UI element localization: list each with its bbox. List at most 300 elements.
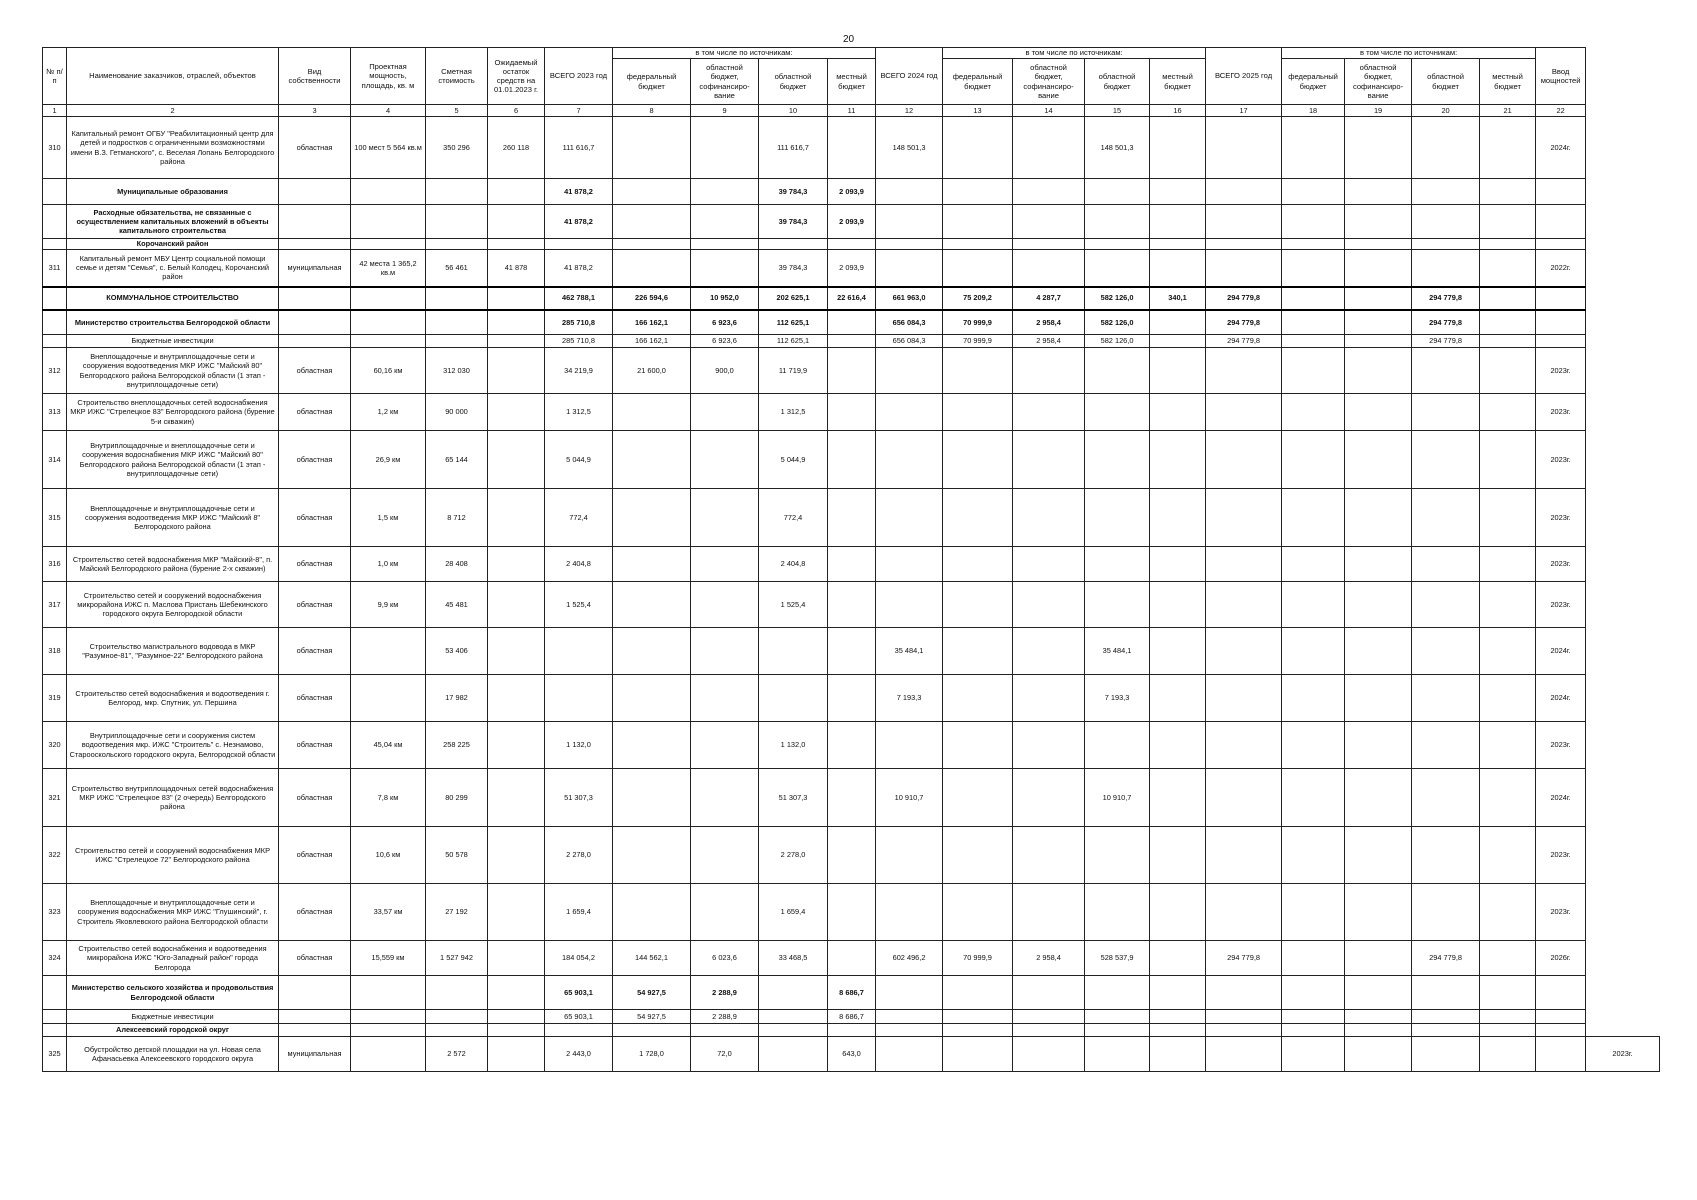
table-cell: 285 710,8: [545, 310, 613, 335]
table-cell: [1150, 250, 1206, 287]
table-cell: [1085, 827, 1150, 884]
table-cell: 323: [43, 884, 67, 941]
table-section-row: [43, 976, 1660, 1010]
table-cell: [613, 884, 691, 941]
table-cell: [1150, 628, 1206, 675]
table-cell: [943, 582, 1013, 628]
table-row: [43, 431, 1660, 489]
table-cell: 2 093,9: [828, 250, 876, 287]
table-cell: [1412, 1037, 1480, 1072]
table-cell: [943, 179, 1013, 205]
table-cell: 462 788,1: [545, 287, 613, 310]
table-cell: [1013, 1024, 1085, 1037]
table-row: [43, 582, 1660, 628]
column-number: 6: [488, 105, 545, 117]
col-header-22: Ввод мощностей: [1536, 48, 1586, 105]
table-cell: [351, 1024, 426, 1037]
table-cell: 111 616,7: [759, 117, 828, 179]
table-cell: [426, 239, 488, 250]
table-cell: [1480, 827, 1536, 884]
table-cell: [1480, 250, 1536, 287]
col-header-9: областной бюджет, софинансиро- вание: [691, 59, 759, 105]
column-number: 8: [613, 105, 691, 117]
table-cell: областная: [279, 884, 351, 941]
table-cell: [876, 1010, 943, 1024]
table-cell: 34 219,9: [545, 348, 613, 394]
table-cell: [691, 675, 759, 722]
table-cell: [691, 547, 759, 582]
table-cell: [1013, 489, 1085, 547]
table-cell: [1150, 394, 1206, 431]
col-header-19: областной бюджет, софинансиро- вание: [1345, 59, 1412, 105]
row-name-cell: Расходные обязательства, не связанные с осуществлением капитальных вложений в объекты капитального строительства: [67, 205, 279, 239]
table-cell: [691, 722, 759, 769]
table-cell: [828, 628, 876, 675]
table-cell: [1345, 722, 1412, 769]
table-cell: [1412, 179, 1480, 205]
table-cell: 100 мест 5 564 кв.м: [351, 117, 426, 179]
row-name-cell: Внутриплощадочные сети и сооружения систем водоотведения мкр. ИЖС "Строитель" с. Незнамово, Старооскольского городского округа, Белгородской области: [67, 722, 279, 769]
col-header-12: ВСЕГО 2024 год: [876, 48, 943, 105]
table-cell: [759, 1010, 828, 1024]
sources-header-2025: в том числе по источникам:: [1282, 48, 1536, 59]
table-cell: [1013, 722, 1085, 769]
row-name-cell: Корочанский район: [67, 239, 279, 250]
col-header-4: Проектная мощность, площадь, кв. м: [351, 48, 426, 105]
table-cell: [1150, 722, 1206, 769]
table-cell: 1 525,4: [545, 582, 613, 628]
table-row: [43, 489, 1660, 547]
column-number-row: [43, 105, 1660, 117]
table-cell: [691, 117, 759, 179]
table-cell: 311: [43, 250, 67, 287]
table-cell: 80 299: [426, 769, 488, 827]
row-name-cell: Внеплощадочные и внутриплощадочные сети и сооружения водоотведения МКР ИЖС "Майский 80" Белгородского района Белгородской области (1 этап - внутриплощадочные сети): [67, 348, 279, 394]
table-cell: [1412, 1024, 1480, 1037]
column-number: 20: [1412, 105, 1480, 117]
table-cell: 1 659,4: [545, 884, 613, 941]
table-cell: 166 162,1: [613, 335, 691, 348]
table-cell: [943, 675, 1013, 722]
table-cell: 90 000: [426, 394, 488, 431]
table-cell: [691, 769, 759, 827]
table-cell: 21 600,0: [613, 348, 691, 394]
table-header: [43, 48, 1660, 117]
table-cell: [1536, 1010, 1586, 1024]
row-name-cell: Муниципальные образования: [67, 179, 279, 205]
table-cell: [351, 1010, 426, 1024]
table-cell: [1206, 1010, 1282, 1024]
table-cell: 5 044,9: [759, 431, 828, 489]
table-cell: 39 784,3: [759, 205, 828, 239]
row-name-cell: Внеплощадочные и внутриплощадочные сети и сооружения водоотведения МКР ИЖС "Майский 8" Белгородского района: [67, 489, 279, 547]
table-cell: [613, 431, 691, 489]
table-cell: [1480, 1024, 1536, 1037]
table-cell: 324: [43, 941, 67, 976]
table-cell: [1345, 941, 1412, 976]
table-cell: 317: [43, 582, 67, 628]
table-cell: [759, 1024, 828, 1037]
table-cell: [1013, 431, 1085, 489]
table-cell: [1282, 179, 1345, 205]
table-cell: [943, 1037, 1013, 1072]
table-cell: [691, 489, 759, 547]
table-cell: [691, 179, 759, 205]
col-header-11: местный бюджет: [828, 59, 876, 105]
table-cell: 226 594,6: [613, 287, 691, 310]
table-cell: 294 779,8: [1206, 335, 1282, 348]
table-cell: [828, 941, 876, 976]
table-cell: [1412, 431, 1480, 489]
table-section-row: [43, 1024, 1660, 1037]
table-cell: 41 878,2: [545, 205, 613, 239]
table-cell: 56 461: [426, 250, 488, 287]
table-section-row: [43, 335, 1660, 348]
table-cell: 4 287,7: [1013, 287, 1085, 310]
row-name-cell: КОММУНАЛЬНОЕ СТРОИТЕЛЬСТВО: [67, 287, 279, 310]
table-cell: [1282, 941, 1345, 976]
table-cell: 310: [43, 117, 67, 179]
table-cell: 2 958,4: [1013, 310, 1085, 335]
table-cell: [1085, 722, 1150, 769]
table-cell: [1013, 179, 1085, 205]
table-cell: [1282, 675, 1345, 722]
table-cell: [488, 675, 545, 722]
table-cell: 1,5 км: [351, 489, 426, 547]
table-cell: 1 527 942: [426, 941, 488, 976]
table-cell: [1282, 205, 1345, 239]
table-cell: [1282, 628, 1345, 675]
table-cell: [1013, 547, 1085, 582]
table-cell: областная: [279, 394, 351, 431]
table-cell: [1282, 348, 1345, 394]
column-number: 4: [351, 105, 426, 117]
table-cell: 50 578: [426, 827, 488, 884]
table-cell: 294 779,8: [1206, 287, 1282, 310]
row-name-cell: Бюджетные инвестиции: [67, 335, 279, 348]
table-cell: 54 927,5: [613, 976, 691, 1010]
table-cell: [691, 884, 759, 941]
table-cell: [279, 239, 351, 250]
table-cell: [1480, 239, 1536, 250]
table-cell: [1085, 1037, 1150, 1072]
col-header-2: Наименование заказчиков, отраслей, объектов: [67, 48, 279, 105]
table-cell: 1 525,4: [759, 582, 828, 628]
table-cell: [943, 239, 1013, 250]
table-row: [43, 827, 1660, 884]
table-cell: [1150, 547, 1206, 582]
table-cell: областная: [279, 941, 351, 976]
col-header-16: местный бюджет: [1150, 59, 1206, 105]
table-cell: [43, 239, 67, 250]
table-body: [43, 117, 1660, 1072]
table-cell: 2 958,4: [1013, 335, 1085, 348]
budget-table: [42, 47, 1660, 1072]
table-cell: [1480, 117, 1536, 179]
column-number: 22: [1536, 105, 1586, 117]
table-cell: 70 999,9: [943, 941, 1013, 976]
column-number: 3: [279, 105, 351, 117]
table-cell: [1412, 675, 1480, 722]
table-cell: [1412, 117, 1480, 179]
table-cell: [43, 1010, 67, 1024]
table-cell: [1412, 827, 1480, 884]
table-cell: 260 118: [488, 117, 545, 179]
table-cell: 112 625,1: [759, 310, 828, 335]
table-cell: [943, 628, 1013, 675]
table-cell: [613, 582, 691, 628]
table-cell: [943, 431, 1013, 489]
table-cell: 39 784,3: [759, 179, 828, 205]
table-cell: 2 288,9: [691, 1010, 759, 1024]
table-cell: 643,0: [828, 1037, 876, 1072]
table-cell: 65 903,1: [545, 976, 613, 1010]
table-cell: [943, 884, 1013, 941]
table-cell: [1412, 547, 1480, 582]
table-cell: [279, 1010, 351, 1024]
table-cell: 39 784,3: [759, 250, 828, 287]
row-name-cell: Обустройство детской площадки на ул. Новая села Афанасьевка Алексеевского городского округа: [67, 1037, 279, 1072]
table-cell: [876, 205, 943, 239]
table-cell: [1345, 394, 1412, 431]
table-cell: [613, 827, 691, 884]
table-cell: [1480, 205, 1536, 239]
table-cell: [488, 489, 545, 547]
table-cell: [828, 394, 876, 431]
sources-header-2024: в том числе по источникам:: [943, 48, 1206, 59]
table-cell: [1345, 1010, 1412, 1024]
table-cell: [1345, 827, 1412, 884]
table-cell: 51 307,3: [759, 769, 828, 827]
table-cell: [1412, 722, 1480, 769]
row-name-cell: Бюджетные инвестиции: [67, 1010, 279, 1024]
table-cell: [1536, 287, 1586, 310]
table-cell: 2 278,0: [759, 827, 828, 884]
table-cell: [351, 179, 426, 205]
table-cell: [691, 205, 759, 239]
row-name-cell: Строительство сетей и сооружений водоснабжения микрорайона ИЖС п. Маслова Пристань Шебекинского городского округа Белгородской области: [67, 582, 279, 628]
table-cell: 2 093,9: [828, 205, 876, 239]
table-cell: 582 126,0: [1085, 335, 1150, 348]
table-cell: [1150, 179, 1206, 205]
table-cell: областная: [279, 547, 351, 582]
table-cell: [488, 582, 545, 628]
table-cell: 111 616,7: [545, 117, 613, 179]
table-cell: 27 192: [426, 884, 488, 941]
table-cell: 294 779,8: [1412, 287, 1480, 310]
table-cell: 26,9 км: [351, 431, 426, 489]
table-cell: [1345, 287, 1412, 310]
table-cell: 51 307,3: [545, 769, 613, 827]
table-cell: [488, 976, 545, 1010]
column-number: 17: [1206, 105, 1282, 117]
table-cell: областная: [279, 769, 351, 827]
table-cell: [691, 431, 759, 489]
table-cell: [613, 722, 691, 769]
table-cell: 144 562,1: [613, 941, 691, 976]
table-cell: [943, 348, 1013, 394]
table-cell: [1282, 827, 1345, 884]
column-number: 13: [943, 105, 1013, 117]
table-cell: [1085, 582, 1150, 628]
row-name-cell: Строительство внеплощадочных сетей водоснабжения МКР ИЖС "Стрелецкое 83" Белгородского района (бурение 5-и скважин): [67, 394, 279, 431]
table-cell: [943, 205, 1013, 239]
table-cell: [545, 239, 613, 250]
table-cell: 1 132,0: [759, 722, 828, 769]
table-cell: 258 225: [426, 722, 488, 769]
table-cell: [1013, 884, 1085, 941]
table-cell: [1345, 1024, 1412, 1037]
table-cell: 2026г.: [1536, 941, 1586, 976]
table-cell: 2 443,0: [545, 1037, 613, 1072]
table-cell: 5 044,9: [545, 431, 613, 489]
table-cell: [488, 394, 545, 431]
table-cell: [1206, 1024, 1282, 1037]
table-cell: [43, 179, 67, 205]
table-cell: [1480, 547, 1536, 582]
table-cell: областная: [279, 827, 351, 884]
table-cell: 313: [43, 394, 67, 431]
table-cell: 8 686,7: [828, 976, 876, 1010]
table-cell: [426, 310, 488, 335]
table-cell: [1282, 250, 1345, 287]
table-cell: [43, 287, 67, 310]
table-cell: 60,16 км: [351, 348, 426, 394]
table-cell: [1206, 205, 1282, 239]
table-cell: [1282, 431, 1345, 489]
table-cell: 2022г.: [1536, 250, 1586, 287]
table-cell: [613, 250, 691, 287]
table-cell: [1013, 1037, 1085, 1072]
row-name-cell: Строительство внутриплощадочных сетей водоснабжения МКР ИЖС "Стрелецкое 83" (2 очередь) Белгородского района: [67, 769, 279, 827]
table-cell: 10 952,0: [691, 287, 759, 310]
table-cell: [488, 941, 545, 976]
table-cell: муниципальная: [279, 250, 351, 287]
table-cell: [1206, 722, 1282, 769]
table-cell: [488, 431, 545, 489]
table-cell: [1412, 250, 1480, 287]
table-cell: [488, 310, 545, 335]
column-number: 21: [1480, 105, 1536, 117]
table-cell: 582 126,0: [1085, 287, 1150, 310]
table-cell: [613, 547, 691, 582]
table-cell: [943, 769, 1013, 827]
column-number: 1: [43, 105, 67, 117]
table-cell: [1282, 884, 1345, 941]
table-cell: [279, 976, 351, 1010]
table-cell: 41 878,2: [545, 250, 613, 287]
table-cell: [876, 239, 943, 250]
row-name-cell: Строительство сетей водоснабжения и водоотведения микрорайона ИЖС "Юго-Западный район" города Белгорода: [67, 941, 279, 976]
table-cell: [1412, 884, 1480, 941]
table-cell: [488, 287, 545, 310]
table-cell: 2023г.: [1536, 431, 1586, 489]
table-cell: [1282, 394, 1345, 431]
table-cell: [1536, 1024, 1586, 1037]
table-cell: [1206, 250, 1282, 287]
table-cell: 528 537,9: [1085, 941, 1150, 976]
table-cell: [1480, 335, 1536, 348]
table-cell: [1206, 239, 1282, 250]
table-cell: [1345, 205, 1412, 239]
table-cell: [1345, 976, 1412, 1010]
column-number: 18: [1282, 105, 1345, 117]
table-cell: 8 712: [426, 489, 488, 547]
table-cell: [1206, 489, 1282, 547]
table-cell: [1282, 287, 1345, 310]
table-cell: [1480, 348, 1536, 394]
table-cell: 2024г.: [1536, 117, 1586, 179]
table-cell: 340,1: [1150, 287, 1206, 310]
table-cell: [759, 1037, 828, 1072]
table-cell: [1206, 675, 1282, 722]
table-cell: [1085, 205, 1150, 239]
column-number: 16: [1150, 105, 1206, 117]
col-header-18: федеральный бюджет: [1282, 59, 1345, 105]
table-cell: [828, 489, 876, 547]
table-cell: 45,04 км: [351, 722, 426, 769]
table-cell: [1013, 976, 1085, 1010]
table-cell: [1282, 976, 1345, 1010]
table-cell: [1480, 675, 1536, 722]
table-cell: [876, 547, 943, 582]
table-cell: [1536, 976, 1586, 1010]
table-cell: 2 093,9: [828, 179, 876, 205]
table-cell: [351, 675, 426, 722]
table-cell: [613, 117, 691, 179]
table-cell: [1206, 348, 1282, 394]
table-cell: [1085, 884, 1150, 941]
row-name-cell: Министерство строительства Белгородской области: [67, 310, 279, 335]
table-cell: [488, 547, 545, 582]
table-section-row: [43, 1010, 1660, 1024]
table-cell: [1480, 431, 1536, 489]
table-cell: [426, 179, 488, 205]
table-cell: [876, 582, 943, 628]
table-cell: [1150, 1010, 1206, 1024]
table-cell: [876, 1037, 943, 1072]
table-cell: 15,559 км: [351, 941, 426, 976]
table-cell: 42 места 1 365,2 кв.м: [351, 250, 426, 287]
table-cell: 320: [43, 722, 67, 769]
table-cell: [351, 310, 426, 335]
table-cell: [828, 335, 876, 348]
table-cell: [1150, 884, 1206, 941]
table-cell: [691, 582, 759, 628]
table-cell: [613, 239, 691, 250]
table-cell: [1150, 827, 1206, 884]
table-cell: [691, 1024, 759, 1037]
table-cell: [1282, 1024, 1345, 1037]
table-cell: 350 296: [426, 117, 488, 179]
table-cell: [488, 1024, 545, 1037]
table-cell: [1150, 431, 1206, 489]
table-cell: [1085, 1024, 1150, 1037]
table-cell: 72,0: [691, 1037, 759, 1072]
table-cell: [1013, 394, 1085, 431]
table-cell: [43, 205, 67, 239]
table-cell: 65 144: [426, 431, 488, 489]
table-cell: [351, 205, 426, 239]
table-cell: 318: [43, 628, 67, 675]
table-cell: [1345, 117, 1412, 179]
col-header-3: Вид собственности: [279, 48, 351, 105]
table-cell: [1480, 582, 1536, 628]
table-cell: [279, 205, 351, 239]
table-cell: [351, 1037, 426, 1072]
table-cell: [426, 205, 488, 239]
table-cell: [1085, 239, 1150, 250]
